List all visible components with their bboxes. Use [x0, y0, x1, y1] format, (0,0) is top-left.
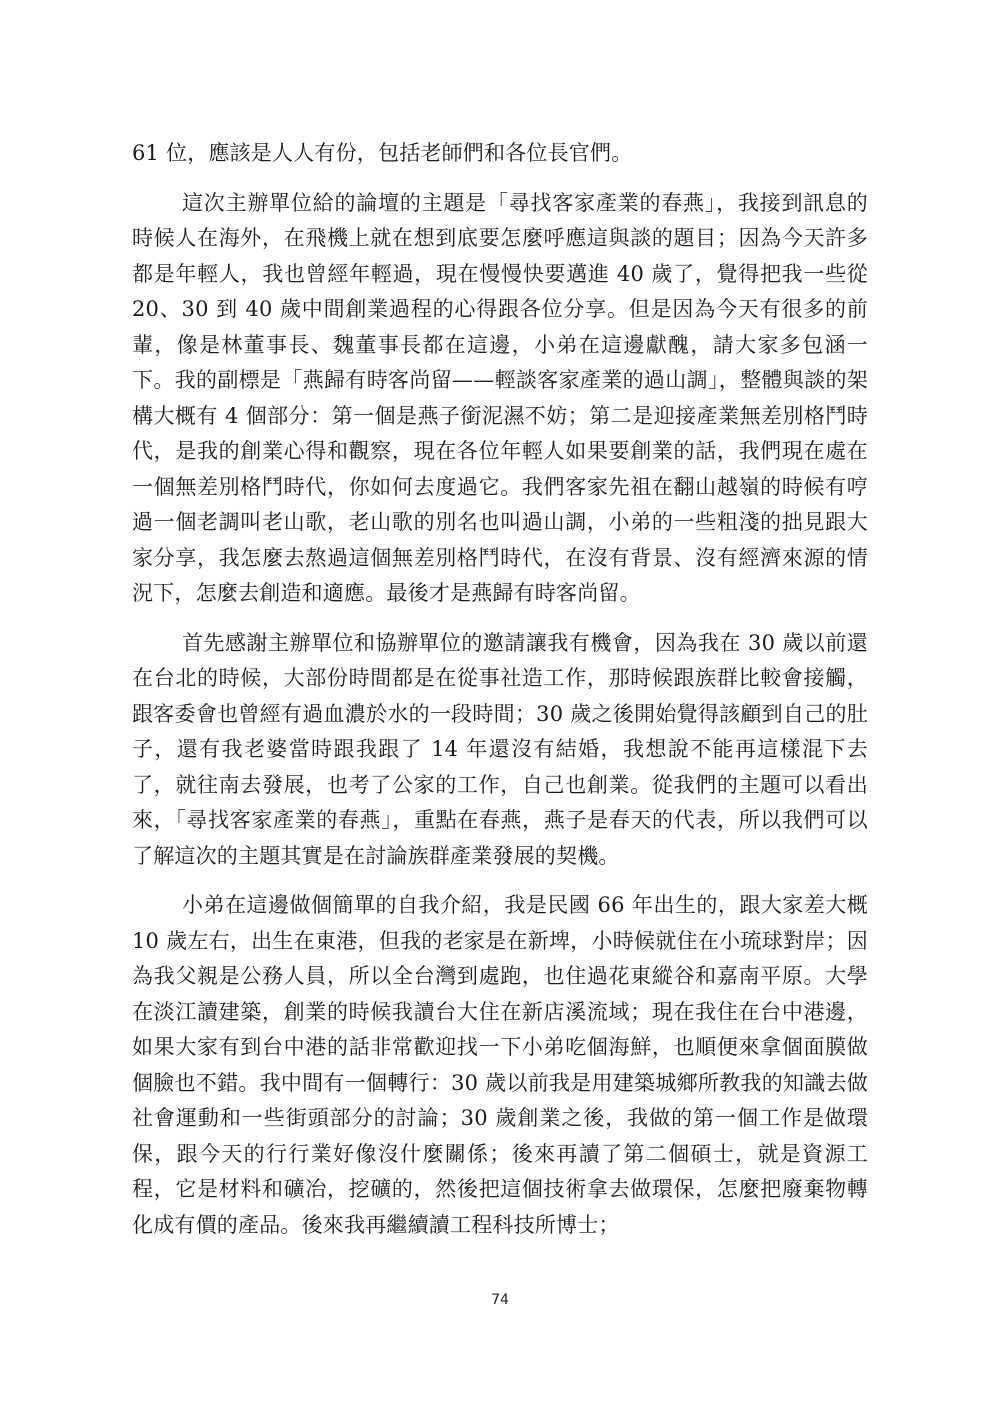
- paragraph-thanks: 首先感謝主辦單位和協辦單位的邀請讓我有機會，因為我在 30 歲以前還在台北的時候，大部份時間都是在從事社造工作，那時候跟族群比較會接觸，跟客委會也曾經有過血濃於水的一段時間；30 歲之後開始覺得該顧到自己的肚子，還有我老婆當時跟我跟了 14 年還沒有結婚，我想說不能再這樣混下去了，就往南去發展，也考了公家的工作，自己也創業。從我們的主題可以看出來，「尋找客家產業的春燕」，重點在春燕，燕子是春天的代表，所以我們可以了解這次的主題其實是在討論族群產業發展的契機。: [132, 630, 868, 868]
- paragraph-continuation: 61 位，應該是人人有份，包括老師們和各位長官們。: [132, 141, 633, 165]
- body-text: [132, 136, 868, 1243]
- page-number: 74: [491, 1292, 509, 1308]
- paragraph-self-introduction: 小弟在這邊做個簡單的自我介紹，我是民國 66 年出生的，跟大家差大概 10 歲左右，出生在東港，但我的老家是在新埤，小時候就住在小琉球對岸；因為我父親是公務人員，所以全台灣到處跑，也住過花東縱谷和嘉南平原。大學在淡江讀建築，創業的時候我讀台大住在新店溪流域；現在我住在台中港邊，如果大家有到台中港的話非常歡迎找一下小弟吃個海鮮，也順便來拿個面膜做個臉也不錯。我中間有一個轉行：30 歲以前我是用建築城鄉所教我的知識去做社會運動和一些街頭部分的討論；30 歲創業之後，我做的第一個工作是做環保，跟今天的行行業好像沒什麼關係；後來再讀了第二個碩士，就是資源工程，它是材料和礦冶，挖礦的，然後把這個技術拿去做環保，怎麼把廢棄物轉化成有價的產品。後來我再繼續讀工程科技所博士；: [132, 893, 868, 1237]
- paragraph-forum-theme: 這次主辦單位給的論壇的主題是「尋找客家產業的春燕」，我接到訊息的時候人在海外，在飛機上就在想到底要怎麼呼應這與談的題目；因為今天許多都是年輕人，我也曾經年輕過，現在慢慢快要邁進 40 歲了，覺得把我一些從 20、30 到 40 歲中間創業過程的心得跟各位分享。但是因為今天有很多的前輩，像是林董事長、魏董事長都在這邊，小弟在這邊獻醜，請大家多包涵一下。我的副標是「燕歸有時客尚留——輕談客家產業的過山調」，整體與談的架構大概有 4 個部分：第一個是燕子銜泥濕不妨；第二是迎接產業無差別格鬥時代，是我的創業心得和觀察，現在各位年輕人如果要創業的話，我們現在處在一個無差別格鬥時代，你如何去度過它。我們客家先祖在翻山越嶺的時候有哼過一個老調叫老山歌，老山歌的別名也叫過山調，小弟的一些粗淺的拙見跟大家分享，我怎麼去熬過這個無差別格鬥時代，在沒有背景、沒有經濟來源的情況下，怎麼去創造和適應。最後才是燕歸有時客尚留。: [132, 190, 868, 605]
